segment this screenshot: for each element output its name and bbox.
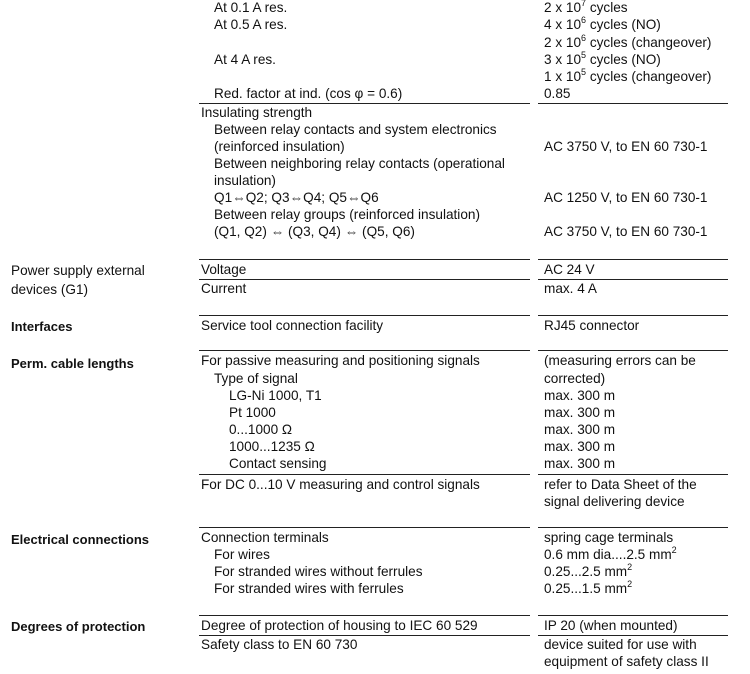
divider (538, 635, 728, 636)
divider (538, 474, 728, 475)
insulating-line: Between relay contacts and system electronics (214, 122, 497, 137)
wires-value: 0.25...2.5 $mm^2$ (544, 562, 633, 579)
signal-label: Contact sensing (229, 456, 327, 471)
current-label: Current (201, 281, 247, 296)
divider (538, 527, 728, 528)
res-01-label: At 0.1 A res. (214, 0, 288, 15)
power-title: Power supply external (11, 263, 145, 278)
divider (199, 350, 530, 351)
res-05-label: At 0.5 A res. (214, 17, 288, 32)
divider (538, 350, 728, 351)
signal-label: LG-Ni 1000, T1 (229, 388, 322, 403)
safety-value: device suited for use with (544, 637, 697, 652)
res-05-value-changeover: 2 x $10^6$ cycles (changeover) (544, 33, 712, 50)
divider (199, 315, 530, 316)
electrical-title: Electrical connections (11, 532, 149, 547)
insulating-title: Insulating strength (201, 105, 313, 120)
divider (199, 615, 530, 616)
wires-label: For wires (214, 547, 270, 562)
signal-value: max. 300 m (544, 439, 616, 454)
divider (538, 259, 728, 260)
divider (538, 279, 728, 280)
interfaces-value: RJ45 connector (544, 318, 640, 333)
housing-value: IP 20 (when mounted) (544, 618, 678, 633)
passive-value: (measuring errors can be (544, 353, 696, 368)
res-4-value-changeover: 1 x $10^5$ cycles (changeover) (544, 67, 712, 84)
safety-label: Safety class to EN 60 730 (201, 637, 358, 652)
insulating-line: Between relay groups (reinforced insulation) (214, 207, 480, 222)
divider (199, 279, 530, 280)
insulating-value: AC 3750 V, to EN 60 730-1 (544, 139, 708, 154)
wires-label: For stranded wires with ferrules (214, 581, 404, 596)
divider (199, 259, 530, 260)
signal-value: max. 300 m (544, 388, 616, 403)
red-factor-label: Red. factor at ind. (cos φ = 0.6) (214, 86, 403, 101)
insulating-value: AC 1250 V, to EN 60 730-1 (544, 190, 708, 205)
protection-title: Degrees of protection (11, 619, 146, 634)
signal-value: max. 300 m (544, 456, 616, 471)
interfaces-title: Interfaces (11, 319, 73, 334)
terminals-label: Connection terminals (201, 530, 329, 545)
divider (538, 615, 728, 616)
power-title-2: devices (G1) (11, 282, 89, 297)
res-4-value-no: 3 x $10^5$ cycles (NO) (544, 50, 661, 67)
signal-label: Pt 1000 (229, 405, 276, 420)
insulating-line: (Q1, Q2) ⇔ (Q3, Q4) ⇔ (Q5, Q6) (214, 224, 415, 239)
interfaces-label: Service tool connection facility (201, 318, 384, 333)
divider (199, 103, 530, 104)
signal-label: 1000...1235 Ω (229, 439, 315, 454)
signal-value: max. 300 m (544, 405, 616, 420)
signal-label: 0...1000 Ω (229, 422, 293, 437)
passive-value-2: corrected) (544, 371, 606, 386)
passive-label: For passive measuring and positioning signals (201, 353, 480, 368)
signal-type-label: Type of signal (214, 371, 298, 386)
dc-value: refer to Data Sheet of the (544, 477, 697, 492)
voltage-value: AC 24 V (544, 262, 595, 277)
divider (199, 474, 530, 475)
wires-value: 0.25...1.5 $mm^2$ (544, 579, 633, 596)
res-05-value-no: 4 x $10^6$ cycles (NO) (544, 15, 661, 32)
current-value: max. 4 A (544, 281, 597, 296)
res-4-label: At 4 A res. (214, 52, 276, 67)
signal-value: max. 300 m (544, 422, 616, 437)
insulating-line: Q1⇔Q2; Q3⇔Q4; Q5⇔Q6 (214, 190, 379, 205)
divider (199, 527, 530, 528)
cable-title: Perm. cable lengths (11, 356, 134, 371)
insulating-value: AC 3750 V, to EN 60 730-1 (544, 224, 708, 239)
insulating-line: Between neighboring relay contacts (operational (214, 156, 505, 171)
housing-label: Degree of protection of housing to IEC 60 529 (201, 618, 478, 633)
dc-value-2: signal delivering device (544, 494, 685, 509)
voltage-label: Voltage (201, 262, 247, 277)
divider (538, 103, 728, 104)
divider (199, 635, 530, 636)
dc-label: For DC 0...10 V measuring and control signals (201, 477, 480, 492)
safety-value-2: equipment of safety class II (544, 654, 709, 669)
divider (538, 315, 728, 316)
insulating-line: (reinforced insulation) (214, 139, 345, 154)
res-01-value: 2 x $10^7$ cycles (544, 0, 628, 15)
red-factor-value: 0.85 (544, 86, 571, 101)
insulating-line: insulation) (214, 173, 276, 188)
wires-value: 0.6 mm dia....2.5 $mm^2$ (544, 545, 677, 562)
wires-label: For stranded wires without ferrules (214, 564, 423, 579)
terminals-value: spring cage terminals (544, 530, 674, 545)
